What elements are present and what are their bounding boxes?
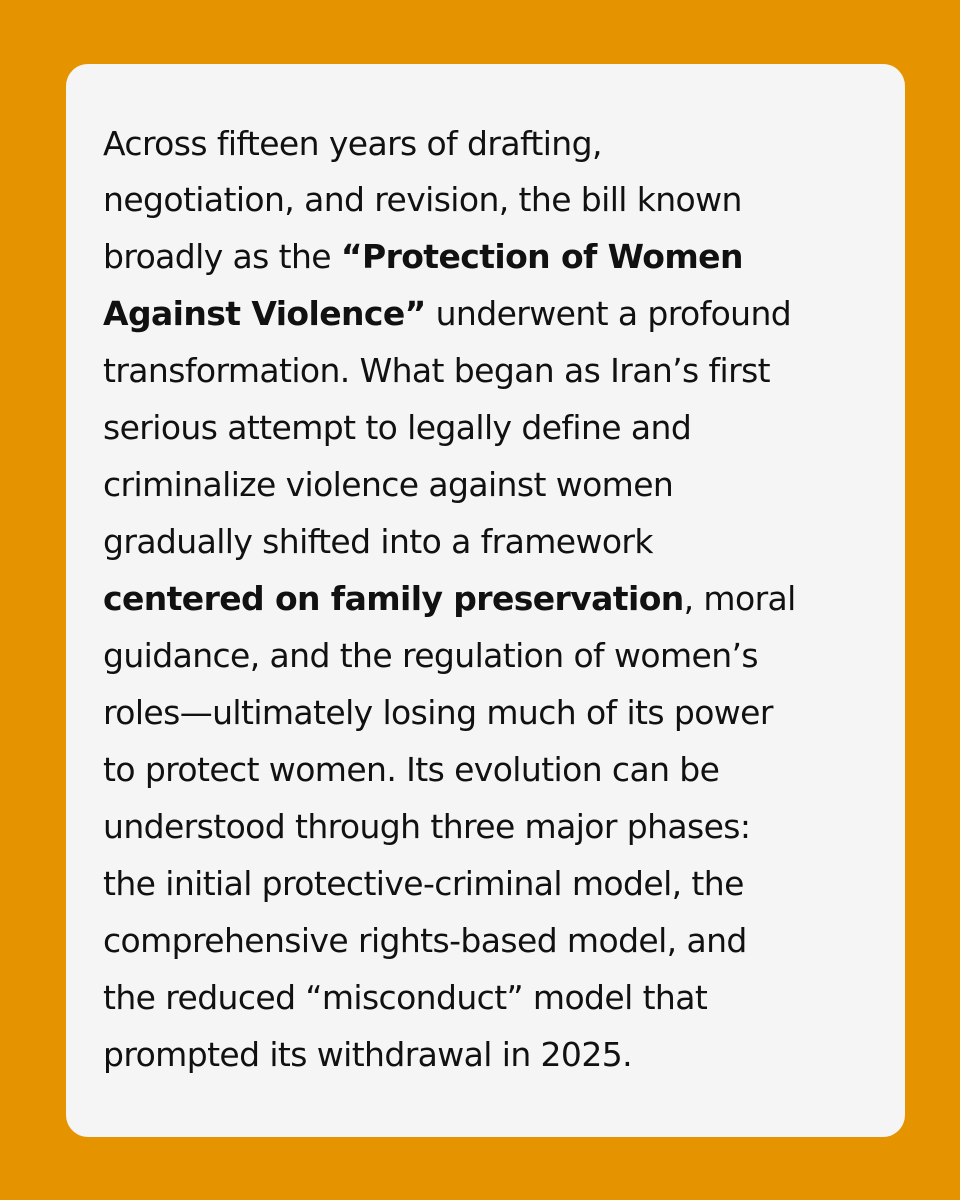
paragraph-line: Against Violence” underwent a profound bbox=[103, 294, 792, 333]
bill-name-bold: “Protection of Women bbox=[340, 237, 743, 276]
paragraph-line: criminalize violence against women bbox=[103, 465, 674, 504]
text-card bbox=[66, 64, 905, 1137]
paragraph-line: transformation. What began as Iran’s first bbox=[103, 351, 771, 390]
paragraph-line: broadly as the “Protection of Women bbox=[103, 237, 743, 276]
paragraph-line: negotiation, and revision, the bill known bbox=[103, 180, 742, 219]
paragraph-line: the initial protective-criminal model, the bbox=[103, 864, 744, 903]
paragraph-line: to protect women. Its evolution can be bbox=[103, 750, 720, 789]
paragraph-line: guidance, and the regulation of women’s bbox=[103, 636, 758, 675]
paragraph-line: gradually shifted into a framework bbox=[103, 522, 653, 561]
paragraph-line: comprehensive rights-based model, and bbox=[103, 921, 747, 960]
bill-name-bold: Against Violence” bbox=[103, 294, 426, 333]
paragraph-line: roles—ultimately losing much of its power bbox=[103, 693, 773, 732]
paragraph-line: Across fifteen years of drafting, bbox=[103, 124, 602, 163]
paragraph-line: centered on family preservation, moral bbox=[103, 579, 796, 618]
paragraph-line: the reduced “misconduct” model that bbox=[103, 978, 708, 1017]
paragraph-line: prompted its withdrawal in 2025. bbox=[103, 1035, 633, 1074]
paragraph-line: understood through three major phases: bbox=[103, 807, 751, 846]
paragraph-line: serious attempt to legally define and bbox=[103, 408, 692, 447]
emphasis-bold: centered on family preservation bbox=[103, 579, 684, 618]
